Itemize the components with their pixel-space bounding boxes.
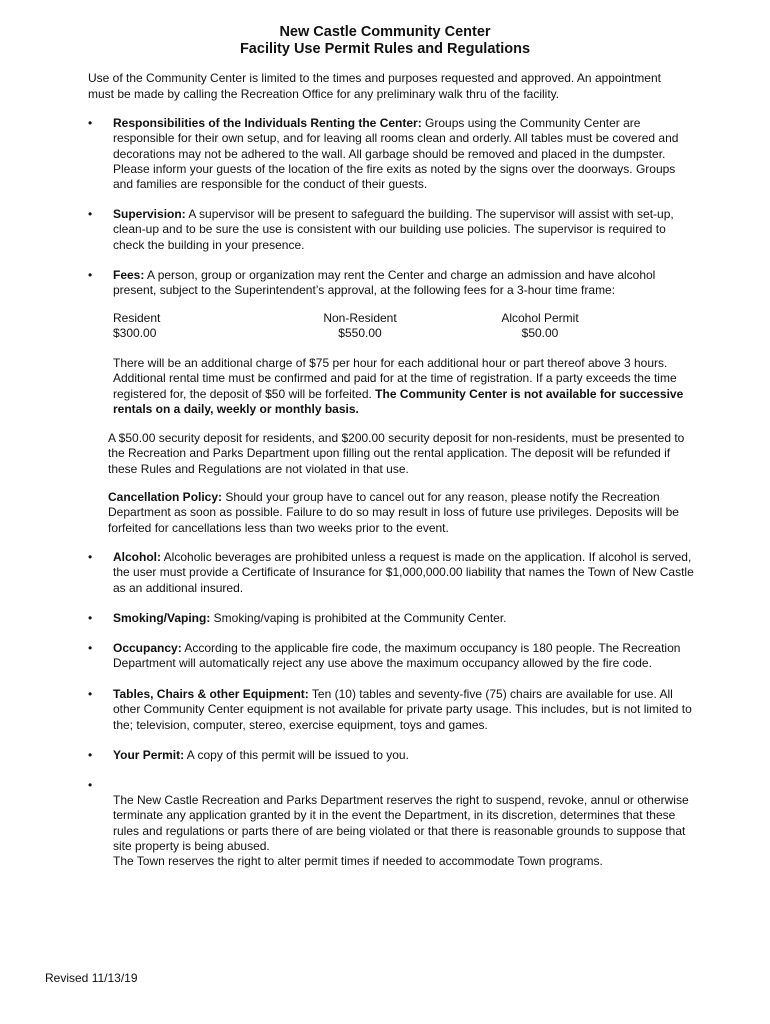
supervision-text: check the building in your presence. (113, 237, 305, 252)
responsibilities-line (113, 162, 675, 177)
responsibilities-text: Groups using the Community Center are (421, 116, 641, 130)
responsibilities-heading: Responsibilities of the Individuals Renting the Center: (113, 116, 422, 130)
supervision-heading: Supervision: (113, 207, 186, 221)
responsibilities-line (113, 177, 427, 192)
bullet-icon: • (88, 268, 93, 282)
alcohol-line (113, 581, 243, 596)
bullet-icon: • (88, 641, 93, 655)
occupancy-text: Department will automatically reject any use above the maximum occupancy allowed by the fire code. (113, 656, 652, 671)
tables-chairs-equipment-text: other Community Center equipment is not available for private party usage. This includes, but is not limited to (113, 702, 692, 717)
your-permit-heading: Your Permit: (113, 748, 185, 762)
bullet-icon: • (88, 611, 93, 625)
intro-line: Use of the Community Center is limited to the times and purposes requested and approved. An appointment (88, 71, 661, 85)
smoking-vaping-heading: Smoking/Vaping: (113, 611, 211, 625)
alcohol-text: Alcoholic beverages are prohibited unless a request is made on the application. If alcohol is served, (161, 550, 692, 564)
occupancy-line (113, 656, 652, 671)
alcohol-text: as an additional insured. (113, 580, 244, 595)
bullet-icon: • (88, 778, 93, 792)
fees-heading: Fees: (113, 268, 145, 282)
smoking-vaping-text: Smoking/vaping is prohibited at the Community Center. (210, 611, 507, 625)
title-line-1: New Castle Community Center (279, 24, 491, 40)
cancellation-policy-line (108, 505, 679, 520)
occupancy-heading: Occupancy: (113, 641, 182, 655)
responsibilities-line (113, 131, 678, 146)
tables-chairs-equipment-line (113, 718, 488, 733)
revised-date: Revised 11/13/19 (45, 971, 138, 985)
supervision-text: clean-up and to be sure the use is consistent with our building use policies. The supervisor is required to (113, 222, 666, 237)
supervision-line (113, 238, 304, 253)
fees-line: present, subject to the Superintendent’s approval, at the following fees for a 3-hour time frame: (113, 283, 616, 297)
alcohol-text: the user must provide a Certificate of Insurance for $1,000,000.00 liability that names the Town of New Castle (113, 565, 694, 580)
smoking-vaping-line (113, 611, 507, 626)
supervision-line (113, 222, 666, 237)
your-permit-text: A copy of this permit will be issued to you. (184, 748, 409, 762)
cancellation-policy-line (108, 490, 660, 505)
bullet-icon: • (88, 687, 93, 701)
reservation-of-rights-line: The New Castle Recreation and Parks Department reserves the right to suspend, revoke, annul or otherwise (113, 793, 689, 807)
supervision-text: A supervisor will be present to safeguard the building. The supervisor will assist with set-up, (185, 207, 674, 221)
reservation-of-rights-line: rules and regulations or parts there of are being violated or that there is reasonable grounds to suppose that (113, 823, 686, 838)
bullet-icon: • (88, 116, 93, 130)
alcohol-line (113, 565, 694, 580)
alcohol-heading: Alcohol: (113, 550, 161, 564)
intro-line: must be made by calling the Recreation Office for any preliminary walk thru of the facility. (88, 87, 560, 101)
supervision-line (113, 207, 674, 222)
no-successive-rentals-notice: rentals on a daily, weekly or monthly basis. (113, 402, 359, 416)
tables-chairs-equipment-heading: Tables, Chairs & other Equipment: (113, 687, 309, 701)
fee-label: Non-Resident (323, 311, 397, 325)
fee-amount: $300.00 (113, 326, 157, 340)
responsibilities-text: responsible for their own setup, and for leaving all rooms clean and orderly. All tables must be covered and (113, 131, 679, 146)
deposit-line: A $50.00 security deposit for residents, and $200.00 security deposit for non-residents, must be presented to (108, 431, 685, 445)
cancellation-policy-heading: Cancellation Policy: (108, 490, 223, 504)
bullet-icon: • (88, 550, 93, 564)
deposit-line: these Rules and Regulations are not violated in that use. (108, 461, 409, 476)
tables-chairs-equipment-text: Ten (10) tables and seventy-five (75) chairs are available for use. All (308, 687, 673, 701)
fees-note-line: There will be an additional charge of $75 per hour for each additional hour or part thereof above 3 hours. (113, 356, 668, 370)
fee-amount: $50.00 (521, 326, 559, 340)
fee-label: Resident (113, 311, 161, 325)
fee-label: Alcohol Permit (501, 311, 579, 325)
occupancy-line (113, 641, 680, 656)
title-line-2: Facility Use Permit Rules and Regulations (239, 41, 531, 57)
bullet-icon: • (88, 748, 93, 762)
reservation-of-rights-line: terminate any application granted by it in the event the Department, in its discretion, determines that these (113, 808, 676, 823)
no-successive-rentals-notice: The Community Center is not available for successive (375, 386, 684, 401)
responsibilities-text: and families are responsible for the conduct of their guests. (113, 177, 428, 192)
fees-line: Fees: A person, group or organization may rent the Center and charge an admission and have alcohol (113, 268, 656, 282)
tables-chairs-equipment-text: the; television, computer, stereo, exercise equipment, toys and games. (113, 717, 488, 732)
fee-amount: $550.00 (338, 326, 382, 340)
tables-chairs-equipment-line (113, 687, 673, 702)
your-permit-line (113, 748, 409, 763)
fees-note-line: Additional rental time must be confirmed and paid for at the time of registration. If a party exceeds the time (113, 371, 677, 386)
alcohol-line (113, 550, 691, 565)
cancellation-policy-text: Should your group have to cancel out for any reason, please notify the Recreation (222, 490, 660, 504)
deposit-line: the Recreation and Parks Department upon filling out the rental application. The deposit will be refunded if (108, 446, 671, 461)
occupancy-text: According to the applicable fire code, the maximum occupancy is 180 people. The Recreation (181, 641, 681, 655)
reservation-of-rights-line: site property is being abused. (113, 838, 270, 853)
reservation-of-rights-line: The Town reserves the right to alter permit times if needed to accommodate Town programs. (113, 854, 603, 869)
cancellation-policy-line (108, 521, 449, 536)
responsibilities-line (113, 147, 665, 162)
cancellation-policy-text: forfeited for cancellations less than two weeks prior to the event. (108, 520, 449, 535)
tables-chairs-equipment-line (113, 702, 692, 717)
bullet-icon: • (88, 207, 93, 221)
cancellation-policy-text: Department as soon as possible. Failure to do so may result in loss of future use privileges. Deposits will be (108, 505, 679, 520)
responsibilities-line (113, 116, 640, 131)
responsibilities-text: decorations may not be adhered to the wall. All garbage should be removed and placed in the dumpster. (113, 146, 666, 161)
responsibilities-text: Please inform your guests of the location of the fire exits as noted by the signs over the doorways. Groups (113, 161, 676, 176)
fees-note-line: registered for, the deposit of $50 will be forfeited. The Community Center is not available for successive (113, 386, 684, 401)
